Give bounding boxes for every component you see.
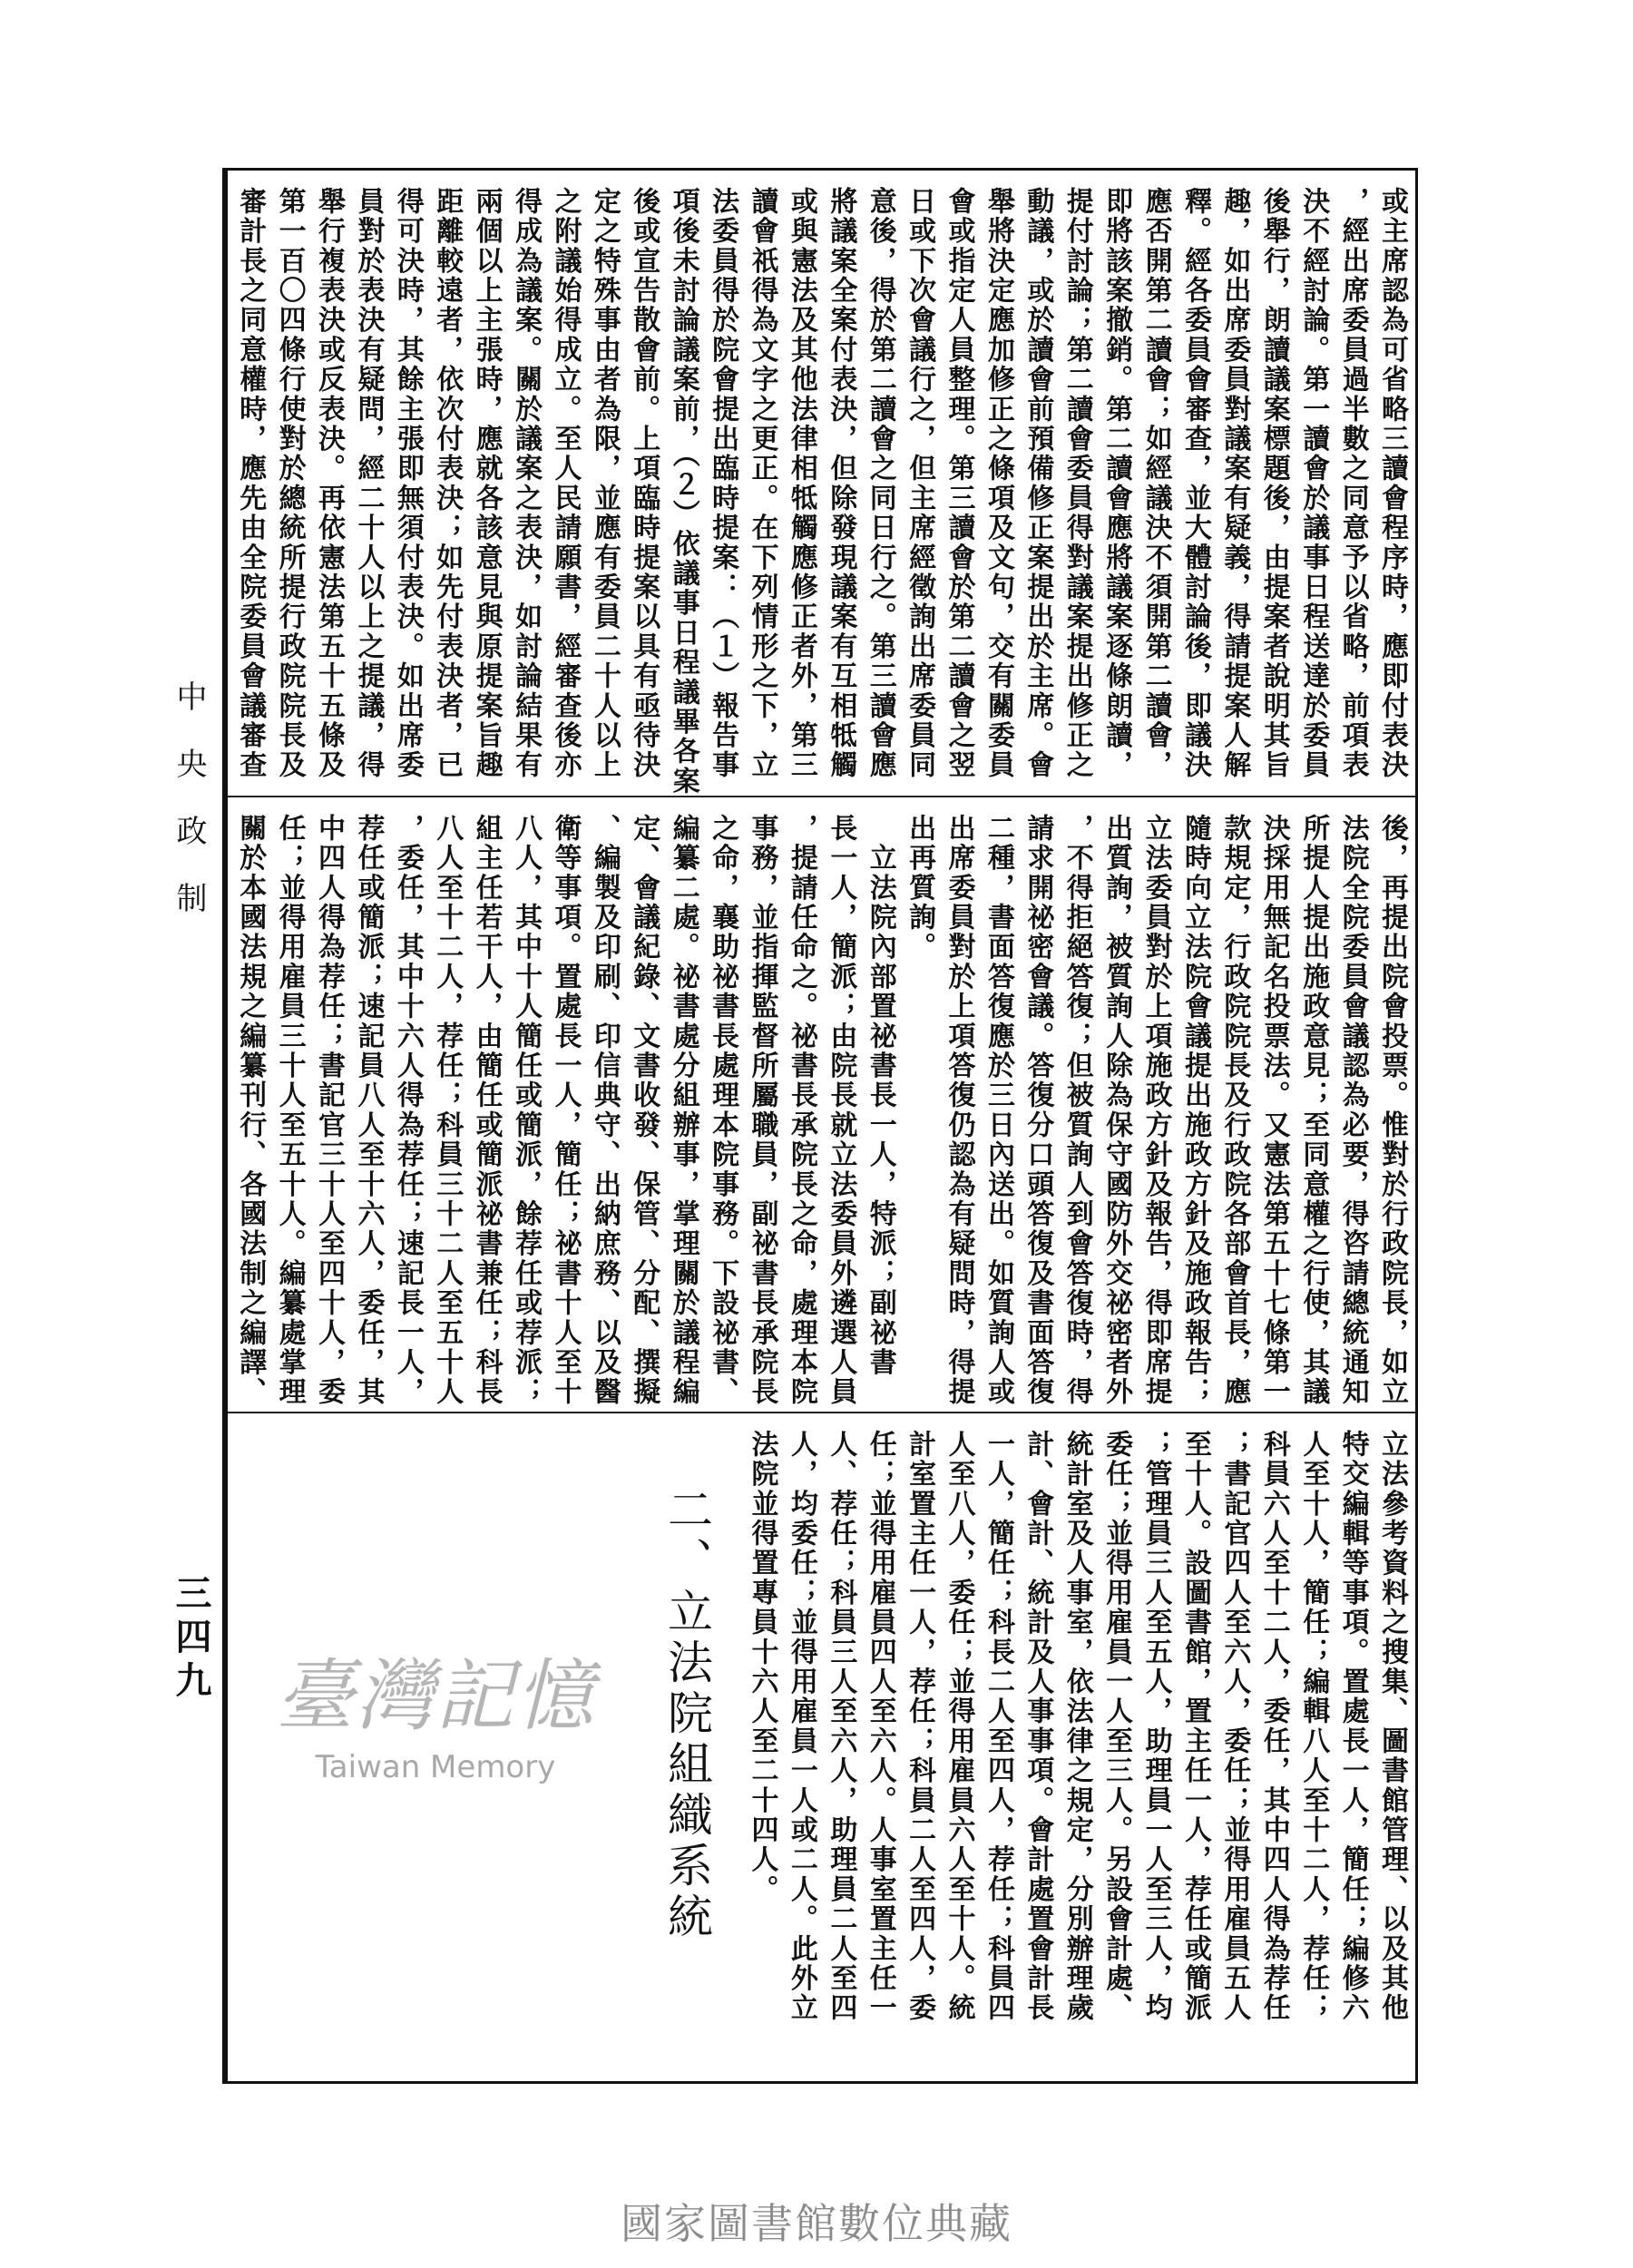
text-column: 決採用無記名投票法。又憲法第五十七條第一 [1257, 814, 1290, 1407]
text-column: 法院全院委員會議認為必要，得咨請總統通知 [1336, 814, 1369, 1407]
text-block-1 [228, 171, 1415, 797]
text-column: 出再質詢。 [904, 814, 936, 963]
text-columns [230, 187, 1412, 797]
page-text-frame [222, 168, 1418, 2084]
text-column: 科員六人至十二人，委任，其中四人得為荐任 [1257, 1430, 1290, 2023]
text-block-2 [228, 797, 1415, 1413]
text-columns [230, 814, 1412, 1407]
text-column: 隨時向立法院會議提出施政方針及施政報告； [1178, 814, 1211, 1407]
text-column: 、編製及印刷、印信典守、出納庶務、以及醫 [588, 814, 621, 1407]
text-column: 動議，或於讀會前預備修正案提出於主席。會 [1022, 187, 1054, 780]
text-column: 特交編輯等事項。置處長一人，簡任；編修六 [1336, 1430, 1369, 2023]
text-column: 委任；並得用雇員一人至三人。另設會計處、 [1100, 1430, 1133, 2023]
text-column: 立法參考資料之搜集、圖書館管理、以及其他 [1376, 1430, 1408, 2023]
text-column: 關於本國法規之編纂刊行、各國法制之編譯、 [234, 814, 267, 1407]
text-column: 審計長之同意權時，應先由全院委員會議審查 [234, 187, 267, 780]
text-column: 中四人得為荐任；書記官三十人至四十人，委 [313, 814, 346, 1407]
running-section-title: 中央政制 [171, 680, 207, 949]
text-column: 後，再提出院會投票。惟對於行政院長，如立 [1376, 814, 1408, 1407]
text-column: 法委員得於院會提出臨時提案：（１）報告事 [707, 187, 739, 780]
text-column: 出席委員對於上項答復仍認為有疑問時，得提 [943, 814, 975, 1407]
text-column: 讀會祇得為文字之更正。在下列情形之下，立 [746, 187, 778, 780]
text-column: 項後未討論議案前，（２）依議事日程議畢各案 [667, 187, 699, 797]
text-column: 第一百〇四條行使對於總統所提行政院院長及 [273, 187, 306, 780]
text-column: 得成為議案。關於議案之表決，如討論結果有 [510, 187, 543, 780]
text-column: 衛等事項。置處長一人，簡任；祕書十人至十 [549, 814, 582, 1407]
text-column: 所提人提出施政意見；至同意權之行使，其議 [1297, 814, 1330, 1407]
text-column: 意後，得於第二讀會之同日行之。第三讀會應 [864, 187, 896, 780]
section-heading: 二、立法院組織系統 [660, 1486, 713, 1943]
text-column: 人至十人，簡任；編輯八人至十二人，荐任； [1297, 1430, 1330, 2023]
text-column: 法院並得置專員十六人至二十四人。 [746, 1430, 778, 1905]
footer-archive-label: 國家圖書館數位典藏 [621, 2199, 1012, 2248]
text-column: 日或下次會議行之，但主席經徵詢出席委員同 [904, 187, 936, 780]
text-column: 人，均委任；並得用雇員一人或二人。此外立 [785, 1430, 817, 2023]
text-column: 之命，襄助祕書長處理本院事務。下設祕書、 [707, 814, 739, 1407]
text-block-3 [228, 1413, 1415, 2081]
text-column: ，經出席委員過半數之同意予以省略，前項表 [1336, 187, 1369, 780]
text-column: 統計室及人事室，依法律之規定，分別辦理歲 [1061, 1430, 1093, 2023]
text-column: 舉行複表決或反表決。再依憲法第五十五條及 [313, 187, 346, 780]
text-column: 之附議始得成立。至人民請願書，經審查後亦 [549, 187, 582, 780]
text-column: 員對於表決有疑問，經二十人以上之提議，得 [352, 187, 385, 780]
text-column: 一人，簡任；科長二人至四人，荐任；科員四 [982, 1430, 1014, 2023]
text-column: 兩個以上主張時，應就各該意見與原提案旨趣 [470, 187, 503, 780]
text-column: 或主席認為可省略三讀會程序時，應即付表決 [1376, 187, 1408, 780]
text-column: 荐任或簡派；速記員八人至十六人，委任，其 [352, 814, 385, 1407]
text-column: 會或指定人員整理。第三讀會於第二讀會之翌 [943, 187, 975, 780]
watermark-english: Taiwan Memory [315, 1749, 556, 1785]
text-column: 八人至十二人，荐任；科員三十二人至五十人 [431, 814, 464, 1407]
text-column: 提付討論；第二讀會委員得對議案提出修正之 [1061, 187, 1093, 780]
text-column: 人、荐任；科員三人至六人，助理員二人至四 [825, 1430, 857, 2023]
text-column: 決不經討論。第一讀會於議事日程送達於委員 [1297, 187, 1330, 780]
text-column: 即將該案撤銷。第二讀會應將議案逐條朗讀， [1100, 187, 1133, 780]
text-column: 釋。經各委員會審查，並大體討論後，即議決 [1178, 187, 1211, 780]
text-column: 款規定，行政院院長及行政院各部會首長，應 [1218, 814, 1251, 1407]
text-column: 任；並得用雇員四人至六人。人事室置主任一 [864, 1430, 896, 2023]
text-column: 至十人。設圖書館，置主任一人，荐任或簡派 [1178, 1430, 1211, 2023]
text-column: 八人，其中十人簡任或簡派，餘荐任或荐派； [510, 814, 543, 1407]
text-column: 計、會計、統計及人事事項。會計處置會計長 [1022, 1430, 1054, 2023]
text-column: ，提請任命之。祕書長承院長之命，處理本院 [785, 814, 817, 1407]
text-column: 舉將決定應加修正之條項及文句，交有關委員 [982, 187, 1014, 780]
page-number: 三四九 [170, 1574, 212, 1705]
text-column: 定、會議紀錄、文書收發、保管、分配、撰擬 [628, 814, 660, 1407]
text-column: 定之特殊事由者為限，並應有委員二十人以上 [588, 187, 621, 780]
text-column: 將議案全案付表決，但除發現議案有互相牴觸 [825, 187, 857, 780]
text-column: 組主任若干人，由簡任或簡派祕書兼任；科長 [470, 814, 503, 1407]
text-column: 或與憲法及其他法律相牴觸應修正者外，第三 [785, 187, 817, 780]
text-column: 人至八人，委任；並得用雇員六人至十人。統 [943, 1430, 975, 2023]
text-column: 計室置主任一人，荐任；科員二人至四人，委 [904, 1430, 936, 2023]
text-column: 立法院內部置祕書長一人，特派；副祕書 [864, 814, 896, 1378]
text-column: ，不得拒絕答復；但被質詢人到會答復時，得 [1061, 814, 1093, 1407]
text-columns [742, 1430, 1412, 2023]
text-column: ；書記官四人至六人，委任；並得用雇員五人 [1218, 1430, 1251, 2023]
text-column: 後或宣告散會前。上項臨時提案以具有亟待決 [628, 187, 660, 780]
text-column: 事務，並指揮監督所屬職員，副祕書長承院長 [746, 814, 778, 1407]
text-column: 趣，如出席委員對議案有疑義，得請提案人解 [1218, 187, 1251, 780]
text-column: 長一人，簡派；由院長就立法委員外遴選人員 [825, 814, 857, 1407]
text-column: 出質詢，被質詢人除為保守國防外交祕密者外 [1100, 814, 1133, 1407]
text-column: 得可決時，其餘主張即無須付表決。如出席委 [391, 187, 424, 780]
watermark-chinese: 臺灣記憶 [276, 1651, 595, 1742]
text-column: 請求開祕密會議。答復分口頭答復及書面答復 [1022, 814, 1054, 1407]
text-column: ；管理員三人至五人，助理員一人至三人，均 [1139, 1430, 1172, 2023]
text-column: 應否開第二讀會；如經議決不須開第二讀會， [1139, 187, 1172, 780]
text-column: 編纂二處。祕書處分組辦事，掌理關於議程編 [667, 814, 699, 1407]
text-column: ，委任，其中十六人得為荐任；速記長一人， [391, 814, 424, 1407]
text-column: 任；並得用雇員三十人至五十人。編纂處掌理 [273, 814, 306, 1407]
text-column: 立法委員對於上項施政方針及報告，得即席提 [1139, 814, 1172, 1407]
text-column: 後舉行，朗讀議案標題後，由提案者說明其旨 [1257, 187, 1290, 780]
text-column: 距離較遠者，依次付表決；如先付表決者，已 [431, 187, 464, 780]
text-column: 二種，書面答復應於三日內送出。如質詢人或 [982, 814, 1014, 1407]
